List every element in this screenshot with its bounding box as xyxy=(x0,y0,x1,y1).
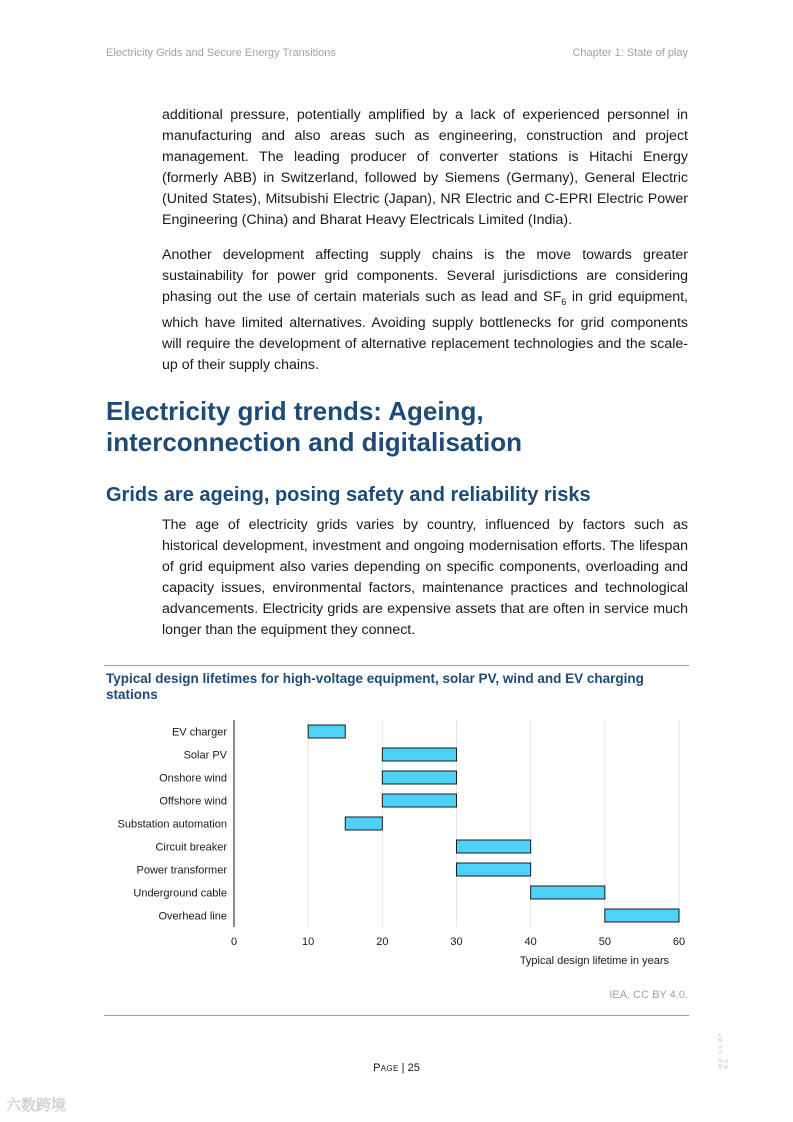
figure-title: Typical design lifetimes for high-voltage equipment, solar PV, wind and EV charging stations xyxy=(106,671,644,702)
section-heading-line: interconnection and digitalisation xyxy=(106,427,523,457)
figure-credit: IEA. CC BY 4.0. xyxy=(609,989,688,1001)
range-bar xyxy=(457,840,531,853)
section-heading xyxy=(106,396,522,458)
range-bar xyxy=(457,863,531,876)
body-paragraph: additional pressure, potentially amplified by a lack of experienced personnel in manufacturing and also areas such as engineering, construction and project management. The leading producer of converter stations is Hitachi Energy (formerly ABB) in Switzerland, followed by Siemens (Germany), General Electric (United States), Mitsubishi Electric (Japan), NR Electric and C-EPRI Electric Power Engineering (China) and Bharat Heavy Electricals Limited (India). xyxy=(162,107,688,228)
body-paragraph xyxy=(162,245,688,376)
page-number-value: 25 xyxy=(407,1062,420,1074)
figure-bottom-rule xyxy=(104,1015,689,1016)
category-label: Offshore wind xyxy=(159,795,227,808)
x-tick-label: 0 xyxy=(230,936,238,948)
category-label: Substation automation xyxy=(117,818,227,831)
category-label: Circuit breaker xyxy=(155,841,227,854)
running-header-title: Electricity Grids and Secure Energy Transitions xyxy=(106,47,336,59)
figure-top-rule xyxy=(104,665,689,666)
category-label: Solar PV xyxy=(183,749,227,762)
running-header-chapter: Chapter 1: State of play xyxy=(572,47,688,59)
category-label: Overhead line xyxy=(158,910,227,923)
range-bar xyxy=(345,817,382,830)
page-label: Page xyxy=(373,1062,399,1074)
range-bar xyxy=(382,794,456,807)
x-tick-label: 50 xyxy=(598,936,611,948)
x-tick-label: 30 xyxy=(450,936,463,948)
body-paragraph: The age of electricity grids varies by country, influenced by factors such as historical development, investment and ongoing modernisation efforts. The lifespan of grid equipment also varies depending on specific components, overloading and capacity issues, environmental factors, maintenance practices and technological advancements. Electricity grids are expensive assets that are often in service much longer than the equipment they connect. xyxy=(162,517,688,638)
range-bar xyxy=(382,748,456,761)
subsection-heading: Grids are ageing, posing safety and reliability risks xyxy=(106,484,591,506)
x-tick-label: 10 xyxy=(302,936,315,948)
page-number: Page | 25 xyxy=(373,1062,420,1074)
category-label: Onshore wind xyxy=(159,772,227,785)
side-license: IEA. CC BY 4.0. xyxy=(718,1032,730,1069)
lifetime-chart xyxy=(104,710,690,970)
category-label: Underground cable xyxy=(133,887,227,900)
x-tick-label: 60 xyxy=(672,936,686,948)
range-bar xyxy=(605,909,679,922)
category-label: EV charger xyxy=(171,726,227,739)
x-tick-label: 40 xyxy=(524,936,537,948)
category-label: Power transformer xyxy=(136,864,227,877)
range-bar xyxy=(308,725,345,738)
watermark-logo: 六数跨境 xyxy=(6,1097,67,1114)
range-bar xyxy=(531,886,605,899)
x-tick-label: 20 xyxy=(376,936,389,948)
paragraph-text: in grid equipment, which have limited alternatives. Avoiding supply bottlenecks for grid components will require the development of alternative replacement technologies and the scale-up of their supply chains. xyxy=(162,289,688,373)
section-heading-line: Electricity grid trends: Ageing, xyxy=(106,396,484,426)
x-axis-title: Typical design lifetime in years xyxy=(519,955,669,967)
range-bar xyxy=(382,771,456,784)
subscript: 6 xyxy=(561,296,567,307)
paragraph-text: Another development affecting supply chains is the move towards greater sustainability for power grid components. Several jurisdictions are considering phasing out the use of certain materials such as lead and SF xyxy=(162,247,688,305)
